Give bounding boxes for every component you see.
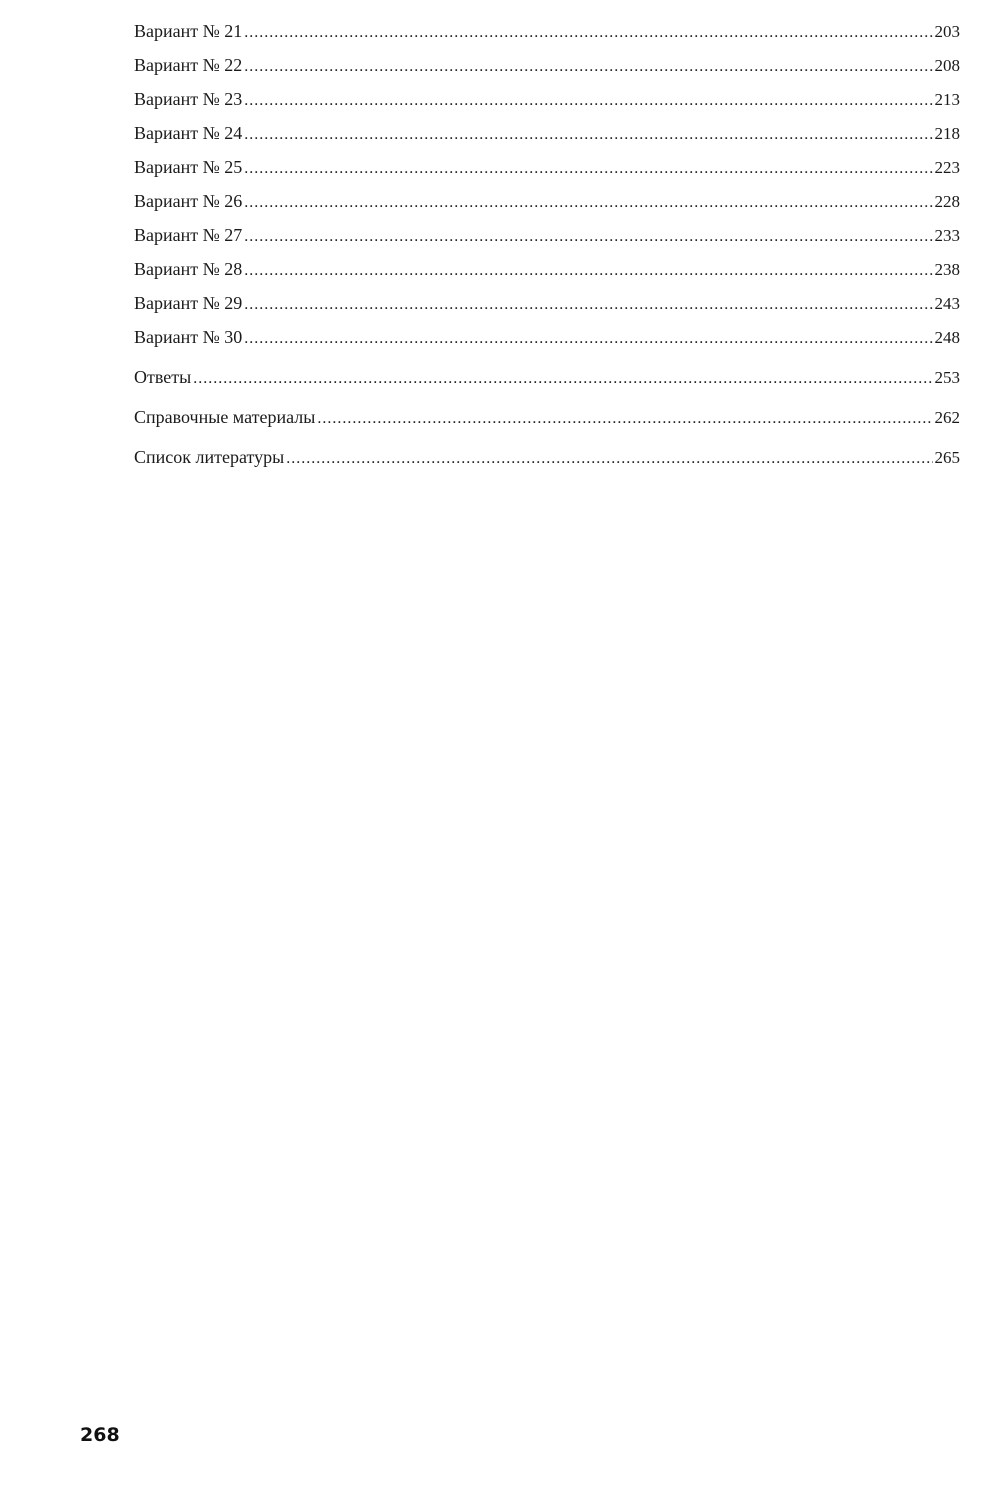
toc-leader-dots — [244, 118, 932, 152]
toc-entry-label: Список литературы — [134, 447, 285, 467]
toc-entry-page: 243 — [934, 294, 960, 313]
toc-entry-label: Вариант № 27 — [134, 225, 243, 245]
toc-leader-dots — [244, 254, 932, 288]
toc-entry-label: Вариант № 22 — [134, 55, 243, 75]
page-number: 268 — [80, 1424, 120, 1446]
toc-entry-label: Вариант № 21 — [134, 21, 243, 41]
toc-entry — [134, 82, 960, 116]
toc-entry — [134, 116, 960, 150]
toc-entry-page: 223 — [934, 158, 960, 177]
toc-entry — [134, 286, 960, 320]
toc-entry — [134, 440, 960, 474]
toc-entry — [134, 252, 960, 286]
toc-entry — [134, 218, 960, 252]
toc-entry-label: Вариант № 23 — [134, 89, 243, 109]
toc-leader-dots — [193, 362, 932, 396]
toc-entry — [134, 184, 960, 218]
toc-leader-dots — [244, 322, 932, 356]
toc-entry — [134, 48, 960, 82]
toc-entry-page: 238 — [934, 260, 960, 279]
table-of-contents — [134, 14, 960, 474]
toc-entry — [134, 150, 960, 184]
toc-leader-dots — [286, 442, 932, 476]
toc-leader-dots — [244, 288, 932, 322]
toc-entry-page: 233 — [934, 226, 960, 245]
toc-entry — [134, 320, 960, 354]
toc-leader-dots — [317, 402, 932, 436]
toc-leader-dots — [244, 186, 932, 220]
toc-entry-page: 265 — [934, 448, 960, 467]
toc-entry-label: Ответы — [134, 367, 192, 387]
toc-entry-label: Справочные материалы — [134, 407, 316, 427]
toc-entry-label: Вариант № 25 — [134, 157, 243, 177]
toc-leader-dots — [244, 220, 932, 254]
toc-entry-label: Вариант № 30 — [134, 327, 243, 347]
toc-entry-page: 248 — [934, 328, 960, 347]
toc-entry-page: 253 — [934, 368, 960, 387]
toc-entry — [134, 360, 960, 394]
toc-entry-label: Вариант № 29 — [134, 293, 243, 313]
toc-entry-label: Вариант № 26 — [134, 191, 243, 211]
toc-entry — [134, 14, 960, 48]
toc-leader-dots — [244, 152, 932, 186]
toc-entry-page: 218 — [934, 124, 960, 143]
toc-entry-page: 203 — [934, 22, 960, 41]
toc-entry-label: Вариант № 24 — [134, 123, 243, 143]
toc-entry-page: 262 — [934, 408, 960, 427]
toc-entry-page: 228 — [934, 192, 960, 211]
toc-leader-dots — [244, 84, 932, 118]
toc-entry-page: 208 — [934, 56, 960, 75]
toc-entry — [134, 400, 960, 434]
toc-leader-dots — [244, 16, 932, 50]
toc-entry-label: Вариант № 28 — [134, 259, 243, 279]
toc-leader-dots — [244, 50, 932, 84]
toc-entry-page: 213 — [934, 90, 960, 109]
